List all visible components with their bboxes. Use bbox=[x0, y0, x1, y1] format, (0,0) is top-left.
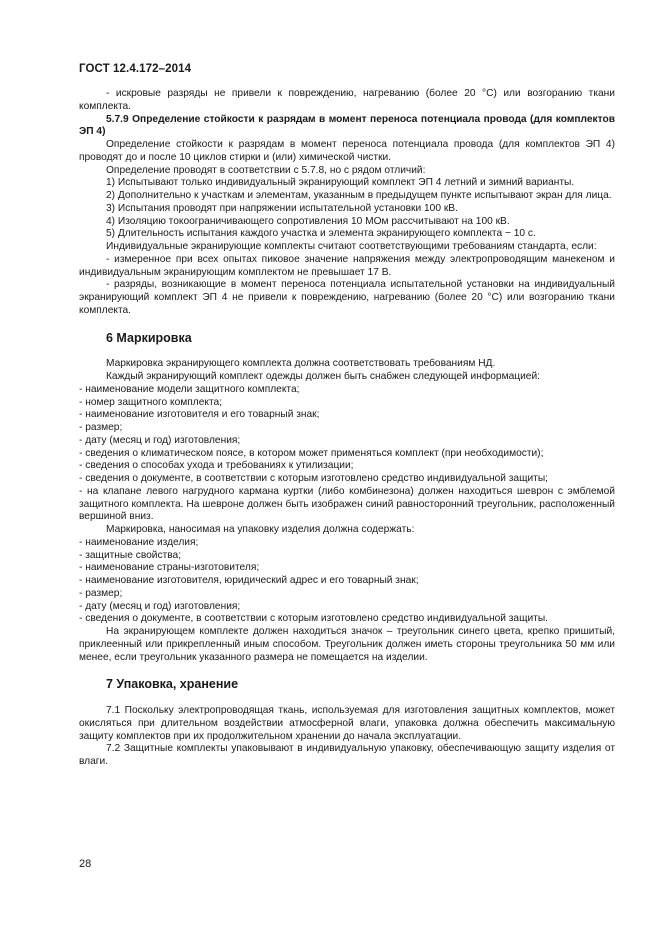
list-item: - наименование страны-изготовителя; bbox=[79, 562, 260, 574]
list-item: - наименование изготовителя, юридический адрес и его товарный знак; bbox=[79, 575, 419, 586]
section-heading-7: 7 Упаковка, хранение bbox=[106, 677, 239, 692]
list-item: - номер защитного комплекта; bbox=[79, 396, 223, 408]
list-item: - дату (месяц и год) изготовления; bbox=[79, 434, 241, 446]
list-item: - сведения о документе, в соответствии с которым изготовлено средство индивидуальной защиты; bbox=[79, 473, 548, 484]
paragraph: Определение стойкости к разрядам в момент переноса потенциала провода (для комплектов ЭП 4) проводят до и после 10 циклов стирки и (или) химической чистки. bbox=[79, 139, 615, 163]
document-code-header: ГОСТ 12.4.172–2014 bbox=[79, 63, 192, 75]
paragraph: Определение проводят в соответствии с 5.7.8, но с рядом отличий: bbox=[106, 164, 426, 176]
paragraph: Маркировка экранирующего комплекта должна соответствовать требованиям НД. bbox=[106, 358, 496, 370]
list-item: - наименование модели защитного комплекта; bbox=[79, 383, 300, 395]
list-item: - защитные свойства; bbox=[79, 549, 182, 561]
list-item: 4) Изоляцию токоограничивающего сопротивления 10 МОм рассчитывают на 100 кВ. bbox=[106, 215, 510, 227]
list-item: - на клапане левого нагрудного кармана куртки (либо комбинезона) должен находиться шеврон с эмблемой защитного комплекта. На шевроне должен быть изображен синий равносторонний треугольник, расположенный вершиной вниз. bbox=[79, 485, 615, 523]
list-item: - наименование изготовителя и его товарный знак; bbox=[79, 409, 320, 421]
page-number: 28 bbox=[79, 858, 92, 870]
list-item: - сведения о климатическом поясе, в котором может применяться комплект (при необходимости); bbox=[79, 447, 544, 459]
document-body bbox=[79, 88, 615, 769]
list-item: - сведения о документе, в соответствии с которым изготовлено средство индивидуальной защиты. bbox=[79, 613, 548, 625]
paragraph: Индивидуальные экранирующие комплекты считают соответствующими требованиям стандарта, если: bbox=[106, 241, 597, 252]
paragraph: - искровые разряды не привели к повреждению, нагреванию (более 20 °С) или возгоранию ткани комплекта. bbox=[79, 88, 615, 112]
paragraph: 7.1 Поскольку электропроводящая ткань, используемая для изготовления защитных комплектов, может окисляться при длительном воздействии атмосферной влаги, упаковка должна обеспечить максимальную защиту комплектов при их продолжительном хранении до начала эксплуатации. bbox=[79, 705, 615, 742]
list-item: - размер; bbox=[79, 587, 123, 599]
list-item: - размер; bbox=[79, 422, 123, 433]
list-item: 1) Испытывают только индивидуальный экранирующий комплект ЭП 4 летний и зимний варианты. bbox=[106, 177, 575, 189]
subsection-heading-5-7-9: 5.7.9 Определение стойкости к разрядам в момент переноса потенциала провода (для комплектов ЭП 4) bbox=[79, 113, 615, 138]
paragraph: Маркировка, наносимая на упаковку изделия должна содержать: bbox=[106, 524, 415, 535]
paragraph: 7.2 Защитные комплекты упаковывают в индивидуальную упаковку, обеспечивающую защиту изделия от влаги. bbox=[79, 743, 615, 767]
list-item: 2) Дополнительно к участкам и элементам, указанным в предыдущем пункте испытывают экран для лица. bbox=[106, 190, 612, 201]
list-item: - дату (месяц и год) изготовления; bbox=[79, 600, 241, 612]
list-item: 5) Длительность испытания каждого участка и элемента экранирующего комплекта − 10 с. bbox=[106, 228, 536, 240]
list-item: - наименование изделия; bbox=[79, 536, 199, 548]
list-item: - сведения о способах ухода и требованиях к утилизации; bbox=[79, 460, 354, 472]
section-heading-6: 6 Маркировка bbox=[106, 330, 192, 345]
paragraph: На экранирующем комплекте должен находиться значок – треугольник синего цвета, крепко пришитый, приклеенный или прикрепленный иным способом. Треугольник должен иметь стороны треугольника 50 мм или менее, если треугольник указанного размера не помещается на изделии. bbox=[79, 626, 615, 663]
list-item: 3) Испытания проводят при напряжении испытательной установки 100 кВ. bbox=[106, 202, 458, 214]
paragraph: Каждый экранирующий комплект одежды должен быть снабжен следующей информацией: bbox=[106, 371, 540, 382]
list-item: - измеренное при всех опытах пиковое значение напряжения между электропроводящим манекеном и индивидуальным экранирующим комплектом не превышает 17 В. bbox=[79, 253, 615, 278]
list-item: - разряды, возникающие в момент переноса потенциала испытательной установки на индивидуальный экранирующий комплект ЭП 4 не привели к повреждению, нагреванию (более 20 °С) или возгоранию ткани комплекта. bbox=[79, 279, 615, 316]
